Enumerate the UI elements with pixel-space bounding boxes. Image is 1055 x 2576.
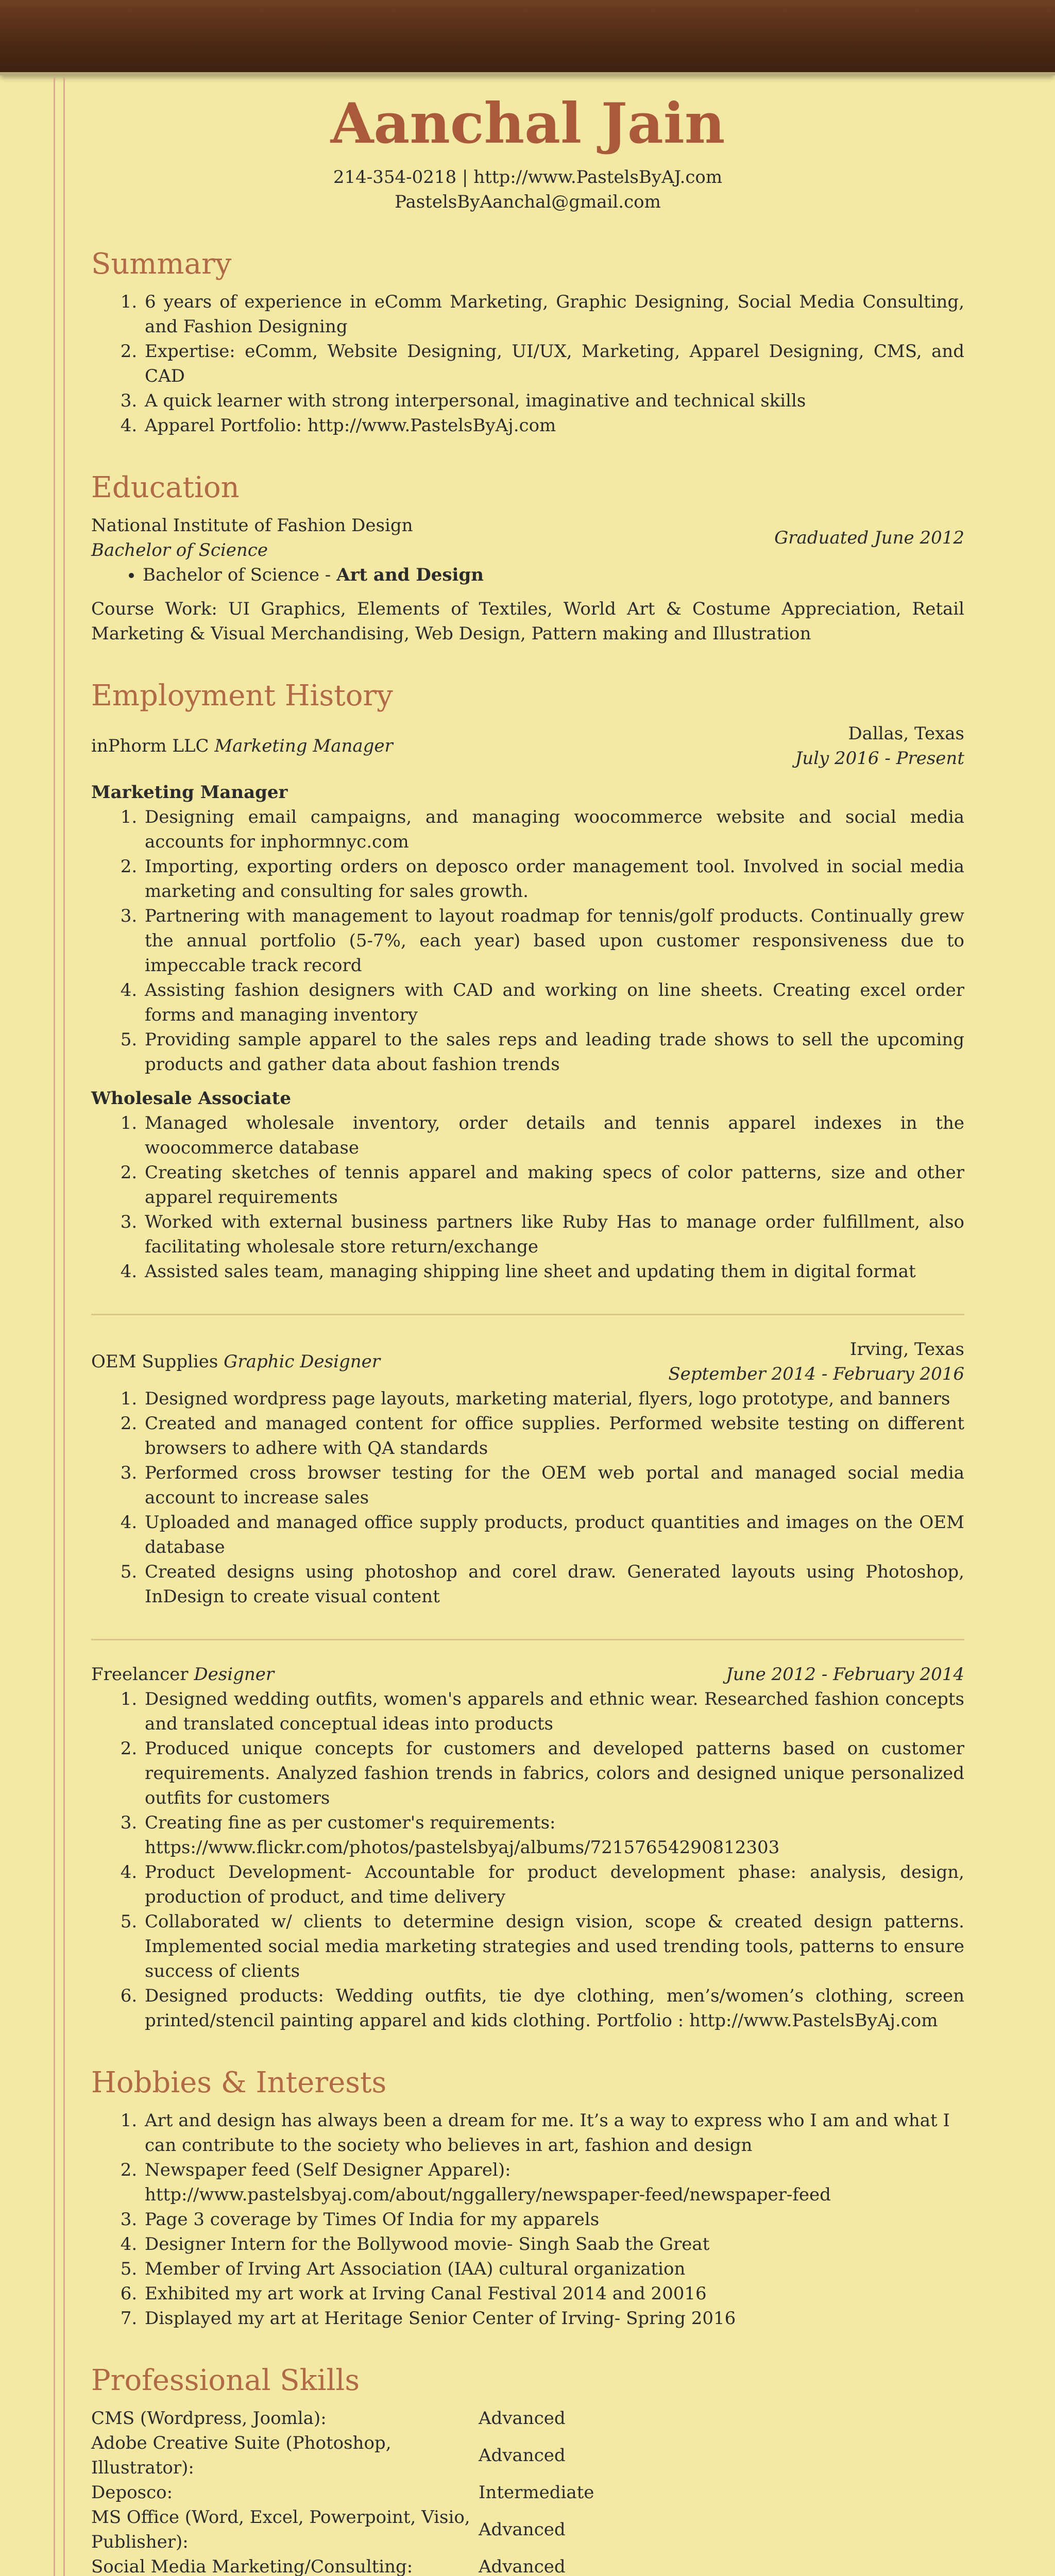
role-duties — [91, 805, 964, 1077]
list-item: 3. Performed cross browser testing for the OEM web portal and managed social media account to increase sales — [143, 1461, 964, 1510]
skill-level: Advanced — [479, 2408, 566, 2429]
list-item: 4. Assisting fashion designers with CAD and working on line sheets. Creating excel order forms and managing inventory — [143, 978, 964, 1027]
hobbies-list — [91, 2108, 964, 2331]
list-item: 1. Designed wedding outfits, women's apparels and ethnic wear. Researched fashion concepts and translated conceptual ideas into products — [143, 1687, 964, 1736]
list-item: 4. Designer Intern for the Bollywood movie- Singh Saab the Great — [143, 2232, 964, 2257]
skill-level: Intermediate — [479, 2482, 594, 2503]
list-item: 2. Newspaper feed (Self Designer Apparel): http://www.pastelsbyaj.com/about/nggallery/newspaper-feed/newspaper-feed — [143, 2158, 964, 2207]
email: PastelsByAanchal@gmail.com — [395, 192, 661, 212]
skill-row — [91, 2480, 964, 2505]
list-item: 2. Expertise: eComm, Website Designing, UI/UX, Marketing, Apparel Designing, CMS, and CAD — [143, 339, 964, 388]
list-item: 1. Designing email campaigns, and managing woocommerce website and social media accounts for inphormnyc.com — [143, 805, 964, 854]
job-location: Dallas, Texas — [848, 723, 964, 744]
degree-prefix: Bachelor of Science - — [143, 565, 337, 585]
list-item: 6. Designed products: Wedding outfits, tie dye clothing, men’s/women’s clothing, screen printed/stencil painting apparel and kids clothing. Portfolio : http://www.PastelsByAj.com — [143, 1984, 964, 2033]
list-item: 3. Creating fine as per customer's requirements: https://www.flickr.com/photos/pastelsbyaj/albums/72157654290812303 — [143, 1810, 964, 1860]
company-name: Freelancer — [91, 1664, 189, 1685]
job-header — [91, 1662, 964, 1687]
list-item: 6. Exhibited my art work at Irving Canal Festival 2014 and 20016 — [143, 2281, 964, 2306]
skills-heading: Professional Skills — [91, 2364, 360, 2397]
skill-name: Deposco: — [91, 2482, 173, 2503]
job-header — [91, 1337, 964, 1386]
role-title: Wholesale Associate — [91, 1088, 292, 1109]
job-duties — [91, 1687, 964, 2033]
skill-row — [91, 2505, 964, 2554]
summary-heading: Summary — [91, 247, 232, 281]
employment-heading: Employment History — [91, 679, 393, 713]
job-dates: July 2016 - Present — [795, 748, 964, 769]
list-item: 4. Apparel Portfolio: http://www.PastelsByAj.com — [143, 413, 964, 438]
list-item: 2. Importing, exporting orders on deposco order management tool. Involved in social media marketing and consulting for sales growth. — [143, 854, 964, 904]
list-item: 3. Worked with external business partners like Ruby Has to manage order fulfillment, also facilitating wholesale store return/exchange — [143, 1210, 964, 1259]
role-title: Marketing Manager — [91, 782, 288, 803]
list-item: 5. Created designs using photoshop and corel draw. Generated layouts using Photoshop, InDesign to create visual content — [143, 1560, 964, 1609]
list-item: 1. 6 years of experience in eComm Marketing, Graphic Designing, Social Media Consulting, and Fashion Designing — [143, 290, 964, 339]
list-item: 5. Collaborated w/ clients to determine design vision, scope & created design patterns. Implemented social media marketing strategies and used trending tools, patterns to ensure success of clients — [143, 1909, 964, 1984]
skill-row — [91, 2406, 964, 2431]
job-dates: June 2012 - February 2014 — [726, 1664, 964, 1685]
skill-level: Advanced — [479, 2445, 566, 2466]
hobbies-heading: Hobbies & Interests — [91, 2066, 387, 2099]
skill-level: Advanced — [479, 2519, 566, 2540]
skill-name: Adobe Creative Suite (Photoshop, Illustrator): — [91, 2433, 392, 2478]
resume-name: Aanchal Jain — [330, 91, 725, 156]
page-margin-line — [54, 77, 65, 2576]
job-position: Marketing Manager — [214, 736, 393, 756]
coursework: Course Work: UI Graphics, Elements of Textiles, World Art & Costume Appreciation, Retail Marketing & Visual Merchandising, Web Design, Pattern making and Illustration — [91, 599, 964, 644]
job-position: Designer — [194, 1664, 275, 1685]
graduation-date: Graduated June 2012 — [774, 528, 964, 548]
list-item: 3. Partnering with management to layout roadmap for tennis/golf products. Continually grew the annual portfolio (5-7%, each year) based upon customer responsiveness due to impeccable track record — [143, 904, 964, 978]
education-row — [91, 513, 964, 563]
list-item: 2. Produced unique concepts for customers and developed patterns based on customer requirements. Analyzed fashion trends in fabrics, colors and designed unique personalized outfits for customers — [143, 1736, 964, 1810]
resume-content — [91, 88, 964, 2576]
degree-name: Bachelor of Science — [91, 540, 268, 561]
job-position: Graphic Designer — [224, 1351, 380, 1372]
contact-info — [91, 165, 964, 214]
summary-list — [91, 290, 964, 438]
list-item: 2. Created and managed content for office supplies. Performed website testing on different browsers to adhere with QA standards — [143, 1411, 964, 1461]
list-item: 1. Designed wordpress page layouts, marketing material, flyers, logo prototype, and banners — [143, 1386, 964, 1411]
list-item: 7. Displayed my art at Heritage Senior Center of Irving- Spring 2016 — [143, 2306, 964, 2331]
list-item: 4. Assisted sales team, managing shipping line sheet and updating them in digital format — [143, 1259, 964, 1284]
company-name: inPhorm LLC — [91, 736, 209, 756]
skill-row — [91, 2554, 964, 2576]
skill-name: MS Office (Word, Excel, Powerpoint, Visio, Publisher): — [91, 2507, 470, 2552]
education-heading: Education — [91, 471, 240, 504]
list-item — [143, 563, 964, 587]
list-item: 3. A quick learner with strong interpersonal, imaginative and technical skills — [143, 388, 964, 413]
job-location: Irving, Texas — [849, 1339, 964, 1360]
company-name: OEM Supplies — [91, 1351, 218, 1372]
skill-row — [91, 2431, 964, 2480]
list-item: 2. Creating sketches of tennis apparel and making specs of color patterns, size and other apparel requirements — [143, 1160, 964, 1210]
section-divider — [91, 1314, 964, 1315]
list-item: 4. Uploaded and managed office supply products, product quantities and images on the OEM database — [143, 1510, 964, 1560]
skill-name: CMS (Wordpress, Joomla): — [91, 2408, 327, 2429]
degree-major: Art and Design — [336, 565, 484, 585]
school-name: National Institute of Fashion Design — [91, 515, 413, 536]
job-duties — [91, 1386, 964, 1609]
skill-level: Advanced — [479, 2556, 566, 2576]
list-item: 5. Providing sample apparel to the sales reps and leading trade shows to sell the upcoming products and gather data about fashion trends — [143, 1027, 964, 1077]
phone-website: 214-354-0218 | http://www.PastelsByAJ.com — [333, 167, 723, 188]
list-item: 5. Member of Irving Art Association (IAA) cultural organization — [143, 2257, 964, 2281]
list-item: 1. Managed wholesale inventory, order details and tennis apparel indexes in the woocommerce database — [143, 1111, 964, 1160]
skills-table — [91, 2406, 964, 2576]
list-item: 4. Product Development- Accountable for product development phase: analysis, design, production of product, and time delivery — [143, 1860, 964, 1909]
skill-name: Social Media Marketing/Consulting: — [91, 2556, 413, 2576]
job-header — [91, 721, 964, 771]
education-bullets — [91, 563, 964, 587]
list-item: 1. Art and design has always been a dream for me. It’s a way to express who I am and what I can contribute to the society who believes in art, fashion and design — [143, 2108, 964, 2158]
section-divider — [91, 1639, 964, 1640]
list-item: 3. Page 3 coverage by Times Of India for my apparels — [143, 2207, 964, 2232]
job-dates: September 2014 - February 2016 — [668, 1364, 964, 1384]
leather-header-bar — [0, 0, 1055, 75]
role-duties — [91, 1111, 964, 1284]
